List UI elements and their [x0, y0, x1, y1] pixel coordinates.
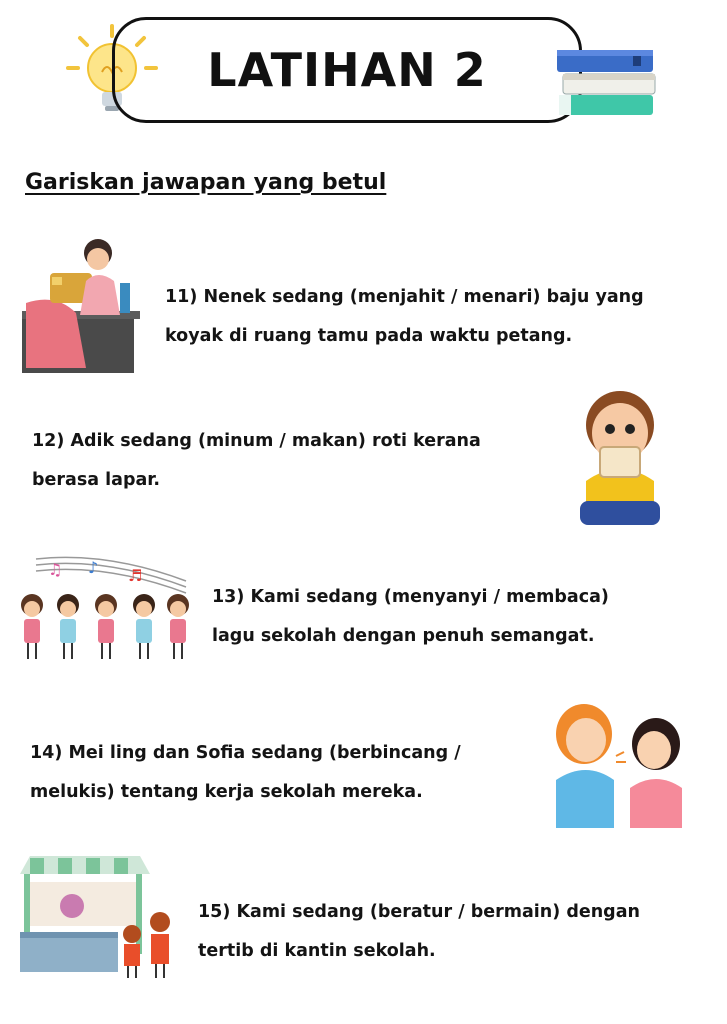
question-line: koyak di ruang tamu pada waktu petang. — [165, 326, 573, 346]
girls-talking-illustration — [550, 700, 690, 830]
question-14 — [30, 734, 550, 812]
question-line: Kami sedang (beratur / bermain) dengan — [236, 902, 640, 922]
title-banner — [112, 17, 582, 123]
question-number: 12) — [32, 431, 65, 451]
question-number: 11) — [165, 287, 198, 307]
question-11 — [165, 278, 725, 356]
svg-text:♬: ♬ — [128, 566, 143, 585]
question-13 — [212, 578, 722, 656]
question-number: 14) — [30, 743, 63, 763]
svg-text:♫: ♫ — [48, 560, 63, 579]
question-line: berasa lapar. — [32, 470, 161, 490]
question-line: Nenek sedang (menjahit / menari) baju yang — [203, 287, 644, 307]
question-number: 15) — [198, 902, 231, 922]
sewing-grandma-illustration — [22, 233, 140, 375]
question-line: lagu sekolah dengan penuh semangat. — [212, 626, 595, 646]
books-icon — [553, 40, 663, 125]
question-line: Mei ling dan Sofia sedang (berbincang / — [68, 743, 461, 763]
question-number: 13) — [212, 587, 245, 607]
question-12 — [32, 422, 572, 500]
page-title: LATIHAN 2 — [207, 43, 487, 97]
instruction-heading: Gariskan jawapan yang betul — [25, 170, 387, 195]
question-line: tertib di kantin sekolah. — [198, 941, 436, 961]
children-singing-illustration — [18, 547, 194, 669]
question-line: Adik sedang (minum / makan) roti kerana — [70, 431, 481, 451]
question-15 — [198, 893, 723, 971]
boy-eating-bread-illustration — [574, 385, 666, 527]
question-line: Kami sedang (menyanyi / membaca) — [250, 587, 609, 607]
canteen-queue-illustration — [20, 852, 185, 987]
svg-text:♪: ♪ — [88, 558, 99, 577]
question-line: melukis) tentang kerja sekolah mereka. — [30, 782, 423, 802]
